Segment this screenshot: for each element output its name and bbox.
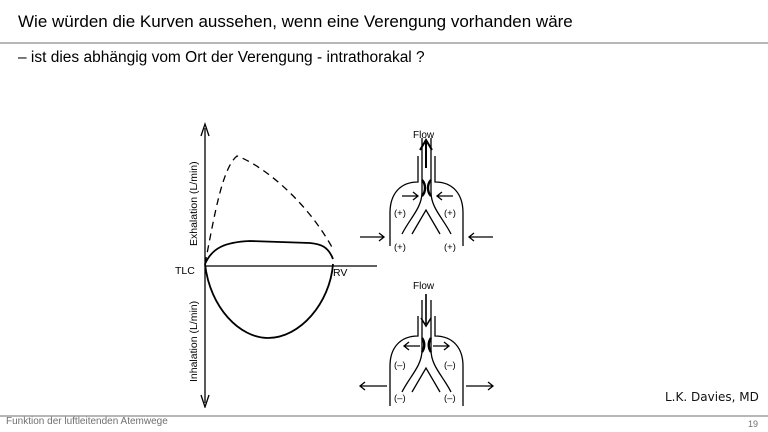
page-number: 19 bbox=[748, 419, 759, 429]
top-trachea bbox=[402, 138, 422, 234]
flow-volume-loop bbox=[201, 124, 377, 407]
top-airway-panel bbox=[360, 138, 493, 246]
top-thorax-outline bbox=[390, 156, 418, 246]
top-outer-arrow-right bbox=[469, 233, 493, 241]
top-outer-left-sign: (+) bbox=[394, 242, 406, 253]
bottom-airway-panel bbox=[360, 294, 493, 406]
y-label-inhalation: Inhalation (L/min) bbox=[188, 300, 200, 382]
bottom-outer-arrow-left bbox=[360, 382, 387, 390]
x-label-tlc: TLC bbox=[175, 265, 195, 277]
footer-text: Funktion der luftleitenden Atemwege bbox=[6, 416, 168, 427]
slide-title: Wie würden die Kurven aussehen, wenn eine Verengung vorhanden wäre bbox=[18, 12, 573, 31]
top-outer-right-sign: (+) bbox=[444, 242, 456, 253]
bottom-inner-arrow-left bbox=[404, 342, 420, 350]
bottom-outer-right-sign: (–) bbox=[444, 393, 456, 404]
image-credit: L.K. Davies, MD bbox=[665, 390, 759, 404]
y-label-exhalation: Exhalation (L/min) bbox=[188, 161, 200, 246]
obstructed-expiratory-curve bbox=[205, 241, 333, 264]
bottom-outer-left-sign: (–) bbox=[394, 393, 406, 404]
bottom-inner-right-sign: (–) bbox=[444, 360, 456, 371]
title-divider bbox=[0, 42, 768, 44]
inspiratory-curve bbox=[205, 264, 333, 338]
bottom-inner-arrow-right bbox=[433, 342, 449, 350]
flow-volume-figure bbox=[170, 118, 530, 408]
slide-subtitle: – ist dies abhängig vom Ort der Verengung - intrathorakal ? bbox=[18, 49, 425, 66]
x-label-rv: RV bbox=[333, 267, 348, 279]
top-flow-label: Flow bbox=[413, 130, 435, 141]
bottom-inner-left-sign: (–) bbox=[394, 360, 406, 371]
normal-expiratory-curve bbox=[205, 156, 333, 264]
bottom-carina bbox=[412, 368, 440, 392]
top-carina bbox=[412, 210, 440, 234]
top-inner-right-sign: (+) bbox=[444, 208, 456, 219]
top-inner-arrow-left bbox=[402, 192, 418, 200]
top-outer-arrow-left bbox=[360, 233, 384, 241]
bottom-outer-arrow-right bbox=[466, 382, 493, 390]
bottom-flow-label: Flow bbox=[413, 281, 435, 292]
top-inner-left-sign: (+) bbox=[394, 208, 406, 219]
top-inner-arrow-right bbox=[437, 192, 453, 200]
